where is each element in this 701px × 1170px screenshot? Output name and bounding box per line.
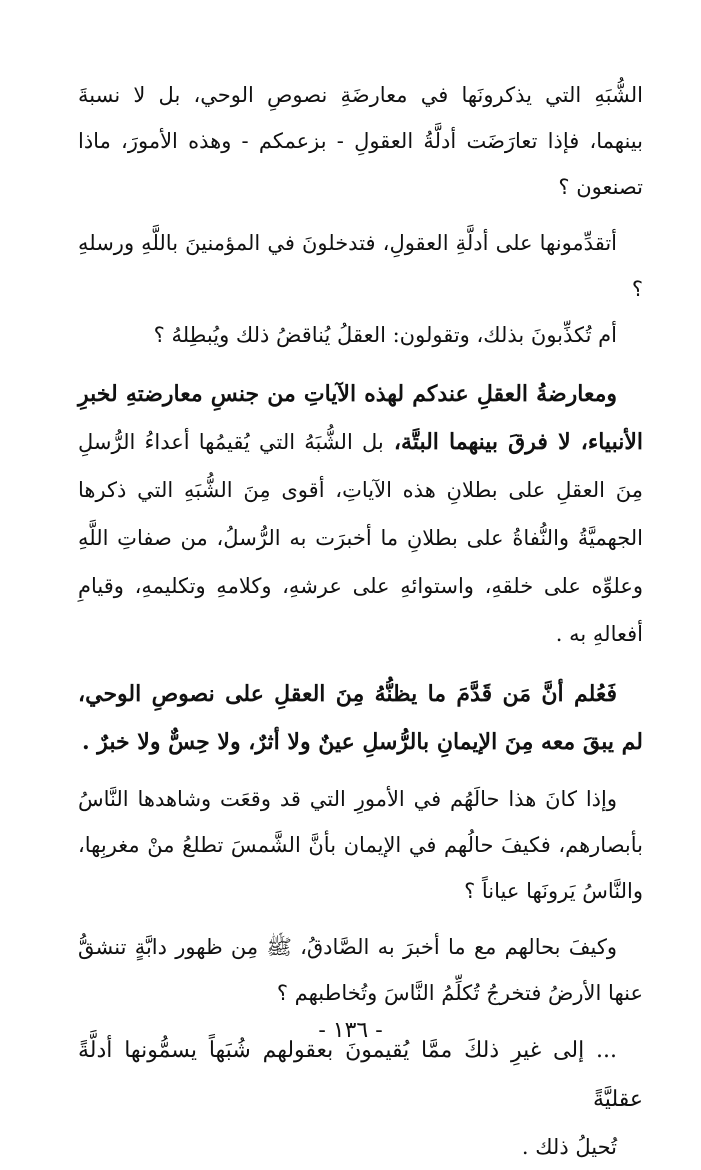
paragraph-6: وإذا كانَ هذا حالَهُم في الأمورِ التي قد وقعَت وشاهدها النَّاسُ بأبصارهم، فكيفَ حالُهم في الإيمان بأنَّ الشَّمسَ تطلعُ منْ مغربِها، والنَّاسُ يَرونَها عياناً ؟ bbox=[78, 787, 643, 903]
page-number: - ١٣٦ - bbox=[318, 1018, 383, 1043]
body-text bbox=[78, 72, 643, 1170]
paragraph-5: فَعُلم أنَّ مَن قَدَّمَ ما يظنُّهُ مِنَ العقلِ على نصوصِ الوحي، لم يبقَ معه مِنَ الإيمانِ بالرُّسلِ عينٌ ولا أثرٌ، ولا حِسٌّ ولا خبرٌ . bbox=[78, 681, 643, 755]
paragraph-4-regular: بل الشُّبَهُ التي يُقيمُها أعداءُ الرُّسلِ مِنَ العقلِ على بطلانِ هذه الآياتِ، أقوى مِنَ الشُّبَهِ التي ذكرها الجهميَّةُ والنُّفاةُ على بطلانِ ما أخبرَت به الرُّسلُ، من صفاتِ اللَّهِ وعلوِّه على خلقهِ، واستوائهِ على عرشهِ، وكلامهِ وتكليمهِ، وقيامِ أفعالهِ به . bbox=[78, 430, 643, 646]
paragraph-7: وكيفَ بحالهم مع ما أخبرَ به الصَّادقُ، ﷺ مِن ظهور دابَّةٍ تنشقُّ عنها الأرضُ فتخرجُ تُكلِّمُ النَّاسَ وتُخاطبهم ؟ bbox=[78, 935, 643, 1005]
paragraph-1: الشُّبَهِ التي يذكرونَها في معارضَةِ نصوصِ الوحي، بل لا نسبةَ بينهما، فإذا تعارَضَت أدلَّةُ العقولِ - بزعمكم - وهذه الأمورَ، ماذا تصنعون ؟ bbox=[78, 83, 643, 199]
paragraph-2: أتقدِّمونها على أدلَّةِ العقولِ، فتدخلونَ في المؤمنينَ باللَّهِ ورسلهِ ؟ bbox=[78, 231, 643, 301]
paragraph-4-bold: ومعارضةُ العقلِ عندكم لهذه الآياتِ من جنسِ معارضتهِ لخبرِ الأنبياء، لا فرقَ بينهما البتَّة، bbox=[78, 381, 643, 455]
paragraph-8-regular: ... إلى غيرِ ذلكَ ممَّا يُقيمونَ بعقولهم شُبَهاً يسمُّونها أدلَّةً عقليَّةً bbox=[78, 1038, 643, 1112]
paragraph-9: تُحيلُ ذلك . bbox=[521, 1135, 617, 1159]
paragraph-3: أم تُكذِّبونَ بذلك، وتقولون: العقلُ يُناقضُ ذلك ويُبطِلهُ ؟ bbox=[153, 323, 617, 347]
paragraph-4 bbox=[78, 370, 643, 658]
